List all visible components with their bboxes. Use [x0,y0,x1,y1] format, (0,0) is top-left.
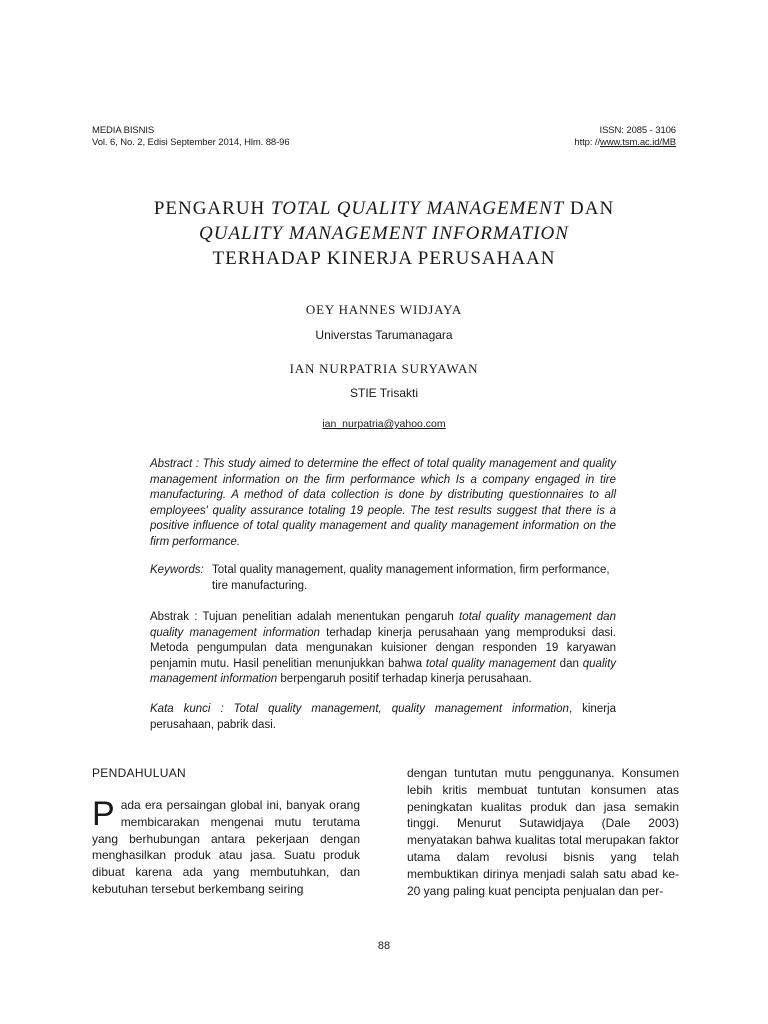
body-column-left [92,797,360,898]
kata-kunci [150,702,616,733]
kata-kunci-label: Kata kunci : [150,703,224,715]
title-word-pengaruh: PENGARUH [153,198,266,219]
journal-url [574,137,676,149]
journal-volume: Vol. 6, No. 2, Edisi September 2014, Hlm. 88-96 [92,137,290,148]
body-column-right: dengan tuntutan mutu penggunanya. Konsumen lebih kritis membuat tuntutan konsumen atas peningkatan kualitas produk dan jasa semakin tinggi. Menurut Sutawidjaya (Dale 2003) menyatakan bahwa kualitas total merupakan faktor utama dalam revolusi bisnis yang telah membuktikan dirinya menjadi salah satu abad ke-20 yang paling kuat pencipta penjualan dan per- [407,766,679,898]
author-1-name: OEY HANNES WIDJAYA [305,302,463,317]
keywords [150,563,616,594]
abstrak-text-2: terhadap kinerja perusahaan yang memproduksi dasi. Metoda pengumpulan data mengunakan kuisioner dengan responden 19 karyawan penjamin mutu. Hasil penelitian menunjukkan bahwa [150,626,616,670]
abstrak-text-1: Tujuan penelitian adalah menentukan pengaruh [197,611,459,623]
abstrak-text-3: dan [555,657,583,670]
abstrak-label: Abstrak : [150,611,198,623]
running-header-right [574,125,676,149]
title-line-1 [60,196,708,221]
page-number: 88 [377,940,391,952]
author-2-affiliation: STIE Trisakti [349,386,418,400]
running-header-left [92,125,290,149]
abstrak-italic-3: quality management information [150,657,617,685]
url-prefix: http: // [574,137,600,148]
abstrak-italic-1: total quality management dan quality management information [150,611,616,639]
section-heading: PENDAHULUAN [92,766,186,780]
abstrak-text-4: berpengaruh positif terhadap kinerja perusahaan. [277,673,532,685]
kata-kunci-italic: Total quality management, quality management information [233,703,569,715]
title-word-dan: DAN [570,198,615,219]
keywords-text: Total quality management, quality management information, firm performance, tire manufacturing. [212,564,610,592]
drop-cap: P [92,795,115,833]
author-1-affiliation: Universtas Tarumanagara [315,328,453,342]
paper-title [60,196,708,271]
abstract-en: Abstract : This study aimed to determine the effect of total quality management and quality management information on the firm performance which Is a company engaged in tire manufacturing. A method of data collection is done by distributing questionnaires to all employees' quality assurance totaling 19 people. The test results suggest that there is a positive influence of total quality management and quality management information on the firm performance. [150,458,616,548]
journal-name: MEDIA BISNIS [92,125,155,136]
author-email[interactable]: ian_nurpatria@yahoo.com [322,418,446,430]
abstrak-id [150,610,616,688]
title-line-2: QUALITY MANAGEMENT INFORMATION [199,223,569,244]
body-left-text: ada era persaingan global ini, banyak orang membicarakan mengenai mutu terutama yang berhubungan antara pekerjaan dengan menghasilkan produk atau jasa. Suatu produk dibuat karena ada yang membutuhkan, dan kebutuhan tersebut berkembang seiring [92,798,360,896]
author-2-name: IAN NURPATRIA SURYAWAN [289,361,479,376]
abstrak-italic-2: total quality management [425,657,556,670]
title-line-3: TERHADAP KINERJA PERUSAHAAN [212,248,556,269]
url-link[interactable]: www.tsm.ac.id/MB [600,137,676,148]
keywords-label: Keywords: [150,564,204,576]
issn: ISSN: 2085 - 3106 [599,125,676,136]
kata-kunci-text: , kinerja perusahaan, pabrik dasi. [150,703,616,731]
title-tqm: TOTAL QUALITY MANAGEMENT [271,198,565,219]
